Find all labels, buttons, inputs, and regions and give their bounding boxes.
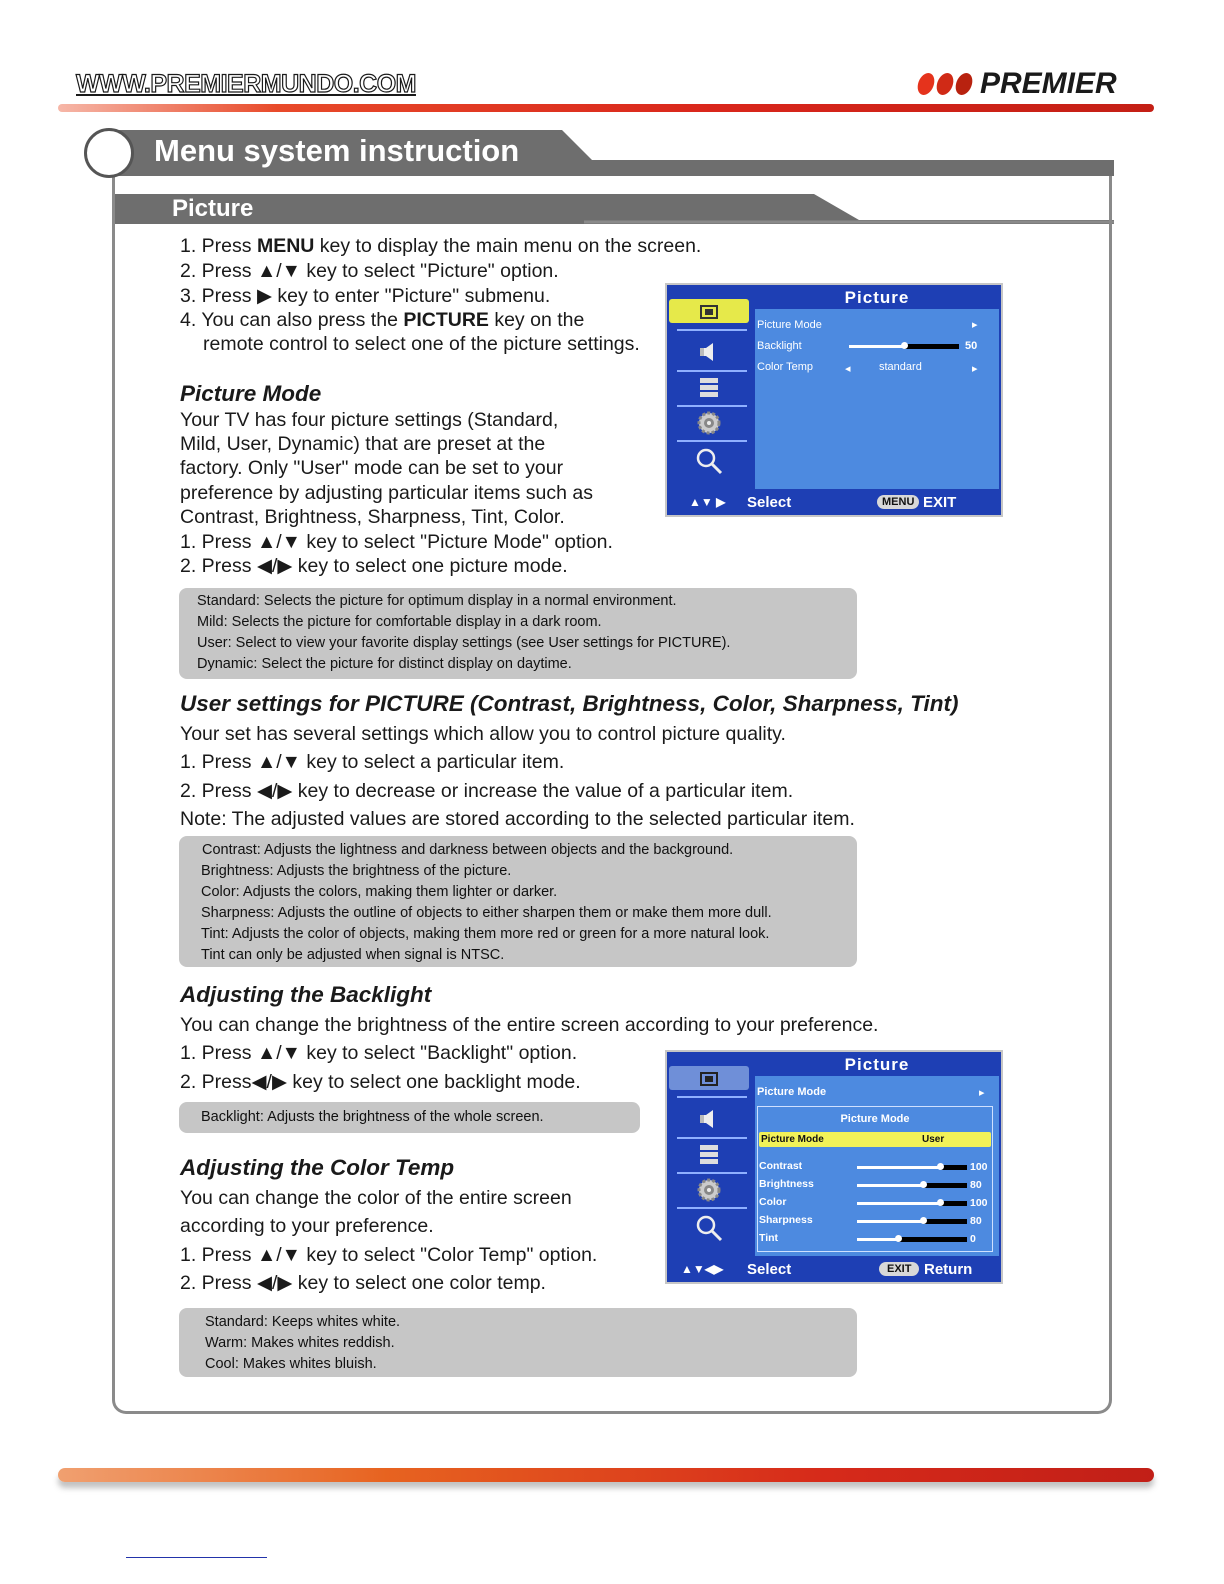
paragraph-line: Mild, User, Dynamic) that are preset at the bbox=[180, 433, 546, 455]
slider-label[interactable]: Contrast bbox=[759, 1160, 803, 1172]
header-rule bbox=[58, 104, 1154, 112]
slider-label[interactable]: Brightness bbox=[759, 1178, 814, 1190]
info-line: Sharpness: Adjusts the outline of objects to either sharpen them or make them more dull. bbox=[201, 905, 772, 921]
tv-menu-panel bbox=[755, 309, 999, 489]
intro-step-2: 2. Press ▲/▼ key to select "Picture" option. bbox=[180, 260, 559, 282]
site-url[interactable]: WWW.PREMIERMUNDO.COM bbox=[76, 70, 416, 98]
exit-key-badge: EXIT bbox=[879, 1262, 919, 1276]
user-settings-info-box bbox=[179, 836, 857, 967]
footer-exit-label: EXIT bbox=[923, 494, 957, 511]
backlight-slider-knob[interactable] bbox=[901, 342, 908, 349]
options-gear-icon[interactable] bbox=[693, 1176, 725, 1204]
tv-row-backlight[interactable]: Backlight bbox=[757, 340, 802, 352]
page-title: Menu system instruction bbox=[154, 133, 520, 168]
slider-value: 80 bbox=[970, 1215, 982, 1227]
color-temp-step-1: 1. Press ▲/▼ key to select "Color Temp" option. bbox=[180, 1244, 598, 1266]
tv-row-picture-mode[interactable]: Picture Mode bbox=[757, 1086, 827, 1098]
divider bbox=[677, 440, 747, 442]
slider-fill bbox=[923, 1183, 967, 1188]
color-temp-heading: Adjusting the Color Temp bbox=[180, 1155, 455, 1180]
user-settings-note: Note: The adjusted values are stored according to the selected particular item. bbox=[180, 808, 855, 830]
slider-knob[interactable] bbox=[920, 1217, 927, 1224]
tv-row-color-temp[interactable]: Color Temp bbox=[757, 361, 814, 373]
chevron-left-icon: ◂ bbox=[845, 363, 851, 375]
divider bbox=[677, 329, 747, 331]
slider-knob[interactable] bbox=[895, 1235, 902, 1242]
intro-step-4: 4. You can also press the PICTURE key on the bbox=[180, 309, 585, 331]
backlight-heading: Adjusting the Backlight bbox=[180, 982, 432, 1007]
search-icon[interactable] bbox=[693, 447, 725, 475]
color-temp-step-2: 2. Press ◀/▶ key to select one color temp. bbox=[180, 1272, 546, 1294]
picture-mode-step-2: 2. Press ◀/▶ key to select one picture mode. bbox=[180, 555, 568, 577]
slider-fill bbox=[898, 1237, 967, 1242]
search-icon[interactable] bbox=[693, 1214, 725, 1242]
footer-select-label: Select bbox=[747, 1261, 792, 1278]
picture-mode-info-box bbox=[179, 588, 857, 679]
options-gear-icon[interactable] bbox=[693, 409, 725, 437]
paragraph-line: You can change the color of the entire screen bbox=[180, 1187, 572, 1209]
section-title: Picture bbox=[172, 195, 254, 222]
divider bbox=[677, 1137, 747, 1139]
tv-row-picture-mode[interactable]: Picture Mode bbox=[757, 319, 822, 331]
picture-mode-step-1: 1. Press ▲/▼ key to select "Picture Mode" option. bbox=[180, 531, 613, 553]
brand-logo bbox=[918, 68, 1117, 100]
divider bbox=[677, 370, 747, 372]
brand-name: PREMIER bbox=[980, 67, 1117, 100]
chevron-right-icon: ▸ bbox=[972, 363, 978, 375]
slider-value: 100 bbox=[970, 1161, 988, 1173]
menu-key-badge: MENU bbox=[877, 495, 919, 509]
logo-dot-icon bbox=[954, 73, 975, 95]
slider-fill bbox=[923, 1219, 967, 1224]
backlight-value: 50 bbox=[965, 340, 978, 352]
backlight-slider-fill bbox=[904, 344, 959, 349]
setup-tab-icon[interactable] bbox=[693, 373, 725, 401]
info-line: Contrast: Adjusts the lightness and darkness between objects and the background. bbox=[202, 842, 734, 858]
picture-tab-icon[interactable] bbox=[693, 298, 725, 326]
info-line: Color: Adjusts the colors, making them lighter or darker. bbox=[201, 884, 558, 900]
slider-fill bbox=[940, 1201, 967, 1206]
paragraph-line: You can change the brightness of the entire screen according to your preference. bbox=[180, 1014, 879, 1036]
slider-label[interactable]: Sharpness bbox=[759, 1214, 813, 1226]
slider-value: 80 bbox=[970, 1179, 982, 1191]
slider-label[interactable]: Tint bbox=[759, 1232, 779, 1244]
tv-menu-picture-mode bbox=[665, 1050, 1003, 1284]
slider-value: 100 bbox=[970, 1197, 988, 1209]
intro-step-4-cont: remote control to select one of the picture settings. bbox=[203, 333, 640, 355]
sound-tab-icon[interactable] bbox=[693, 338, 725, 366]
footer-rule bbox=[58, 1468, 1154, 1482]
color-temp-info-box bbox=[179, 1308, 857, 1377]
color-temp-value: standard bbox=[879, 361, 922, 373]
submenu-title: Picture Mode bbox=[840, 1113, 910, 1125]
footer-return-label: Return bbox=[924, 1261, 973, 1278]
mode-selector-value: User bbox=[922, 1134, 945, 1145]
info-line: Tint: Adjusts the color of objects, making them more red or green for a more natural look. bbox=[201, 926, 770, 942]
user-settings-heading: User settings for PICTURE (Contrast, Brightness, Color, Sharpness, Tint) bbox=[180, 691, 959, 716]
backlight-info-box bbox=[179, 1102, 640, 1133]
paragraph-line: factory. Only "User" mode can be set to your bbox=[180, 457, 564, 479]
divider bbox=[677, 1207, 747, 1209]
setup-tab-icon[interactable] bbox=[693, 1140, 725, 1168]
logo-dot-icon bbox=[916, 73, 937, 95]
picture-mode-heading: Picture Mode bbox=[180, 381, 322, 406]
intro-step-1: 1. Press MENU key to display the main menu on the screen. bbox=[180, 235, 702, 257]
nav-arrows-icon: ▲▼◀▶ bbox=[681, 1262, 724, 1276]
paragraph-line: according to your preference. bbox=[180, 1215, 434, 1237]
info-line: Tint can only be adjusted when signal is NTSC. bbox=[201, 947, 505, 963]
tv-menu-picture bbox=[665, 283, 1003, 517]
info-line: Cool: Makes whites bluish. bbox=[205, 1356, 377, 1372]
slider-knob[interactable] bbox=[937, 1163, 944, 1170]
sound-tab-icon[interactable] bbox=[693, 1105, 725, 1133]
slider-knob[interactable] bbox=[937, 1199, 944, 1206]
tv-menu-title: Picture bbox=[844, 288, 910, 307]
picture-tab-icon[interactable] bbox=[693, 1065, 725, 1093]
mode-selector-label: Picture Mode bbox=[761, 1134, 824, 1145]
info-line: Standard: Selects the picture for optimum display in a normal environment. bbox=[197, 593, 677, 609]
backlight-step-1: 1. Press ▲/▼ key to select "Backlight" option. bbox=[180, 1042, 578, 1064]
info-line: Dynamic: Select the picture for distinct display on daytime. bbox=[197, 656, 572, 672]
paragraph-line: Your set has several settings which allow you to control picture quality. bbox=[180, 723, 786, 745]
chevron-right-icon: ▸ bbox=[972, 319, 978, 331]
footer-select-label: Select bbox=[747, 494, 792, 511]
user-settings-step-2: 2. Press ◀/▶ key to decrease or increase the value of a particular item. bbox=[180, 780, 794, 802]
chevron-right-icon: ▸ bbox=[979, 1087, 985, 1099]
nav-arrows-icon: ▲▼ ▶ bbox=[689, 495, 726, 509]
divider bbox=[677, 1172, 747, 1174]
divider bbox=[677, 1096, 747, 1098]
intro-step-3: 3. Press ▶ key to enter "Picture" submenu. bbox=[180, 285, 551, 307]
logo-dot-icon bbox=[935, 73, 956, 95]
paragraph-line: Contrast, Brightness, Sharpness, Tint, Color. bbox=[180, 506, 565, 528]
slider-knob[interactable] bbox=[920, 1181, 927, 1188]
info-line: Standard: Keeps whites white. bbox=[205, 1314, 401, 1330]
info-line: User: Select to view your favorite display settings (see User settings for PICTURE). bbox=[197, 635, 731, 651]
footer-link-underline bbox=[126, 1557, 267, 1558]
slider-label[interactable]: Color bbox=[759, 1196, 787, 1208]
slider-value: 0 bbox=[970, 1233, 976, 1245]
info-line: Brightness: Adjusts the brightness of the picture. bbox=[201, 863, 512, 879]
paragraph-line: Your TV has four picture settings (Standard, bbox=[180, 409, 559, 431]
divider bbox=[677, 405, 747, 407]
slider-fill bbox=[940, 1165, 967, 1170]
paragraph-line: preference by adjusting particular items such as bbox=[180, 482, 593, 504]
info-line: Backlight: Adjusts the brightness of the whole screen. bbox=[201, 1109, 544, 1125]
section-badge-circle bbox=[84, 128, 134, 178]
tv-menu-title: Picture bbox=[844, 1055, 910, 1074]
info-line: Mild: Selects the picture for comfortable display in a dark room. bbox=[197, 614, 602, 630]
backlight-step-2: 2. Press◀/▶ key to select one backlight mode. bbox=[180, 1071, 581, 1093]
info-line: Warm: Makes whites reddish. bbox=[205, 1335, 395, 1351]
user-settings-step-1: 1. Press ▲/▼ key to select a particular item. bbox=[180, 751, 565, 773]
